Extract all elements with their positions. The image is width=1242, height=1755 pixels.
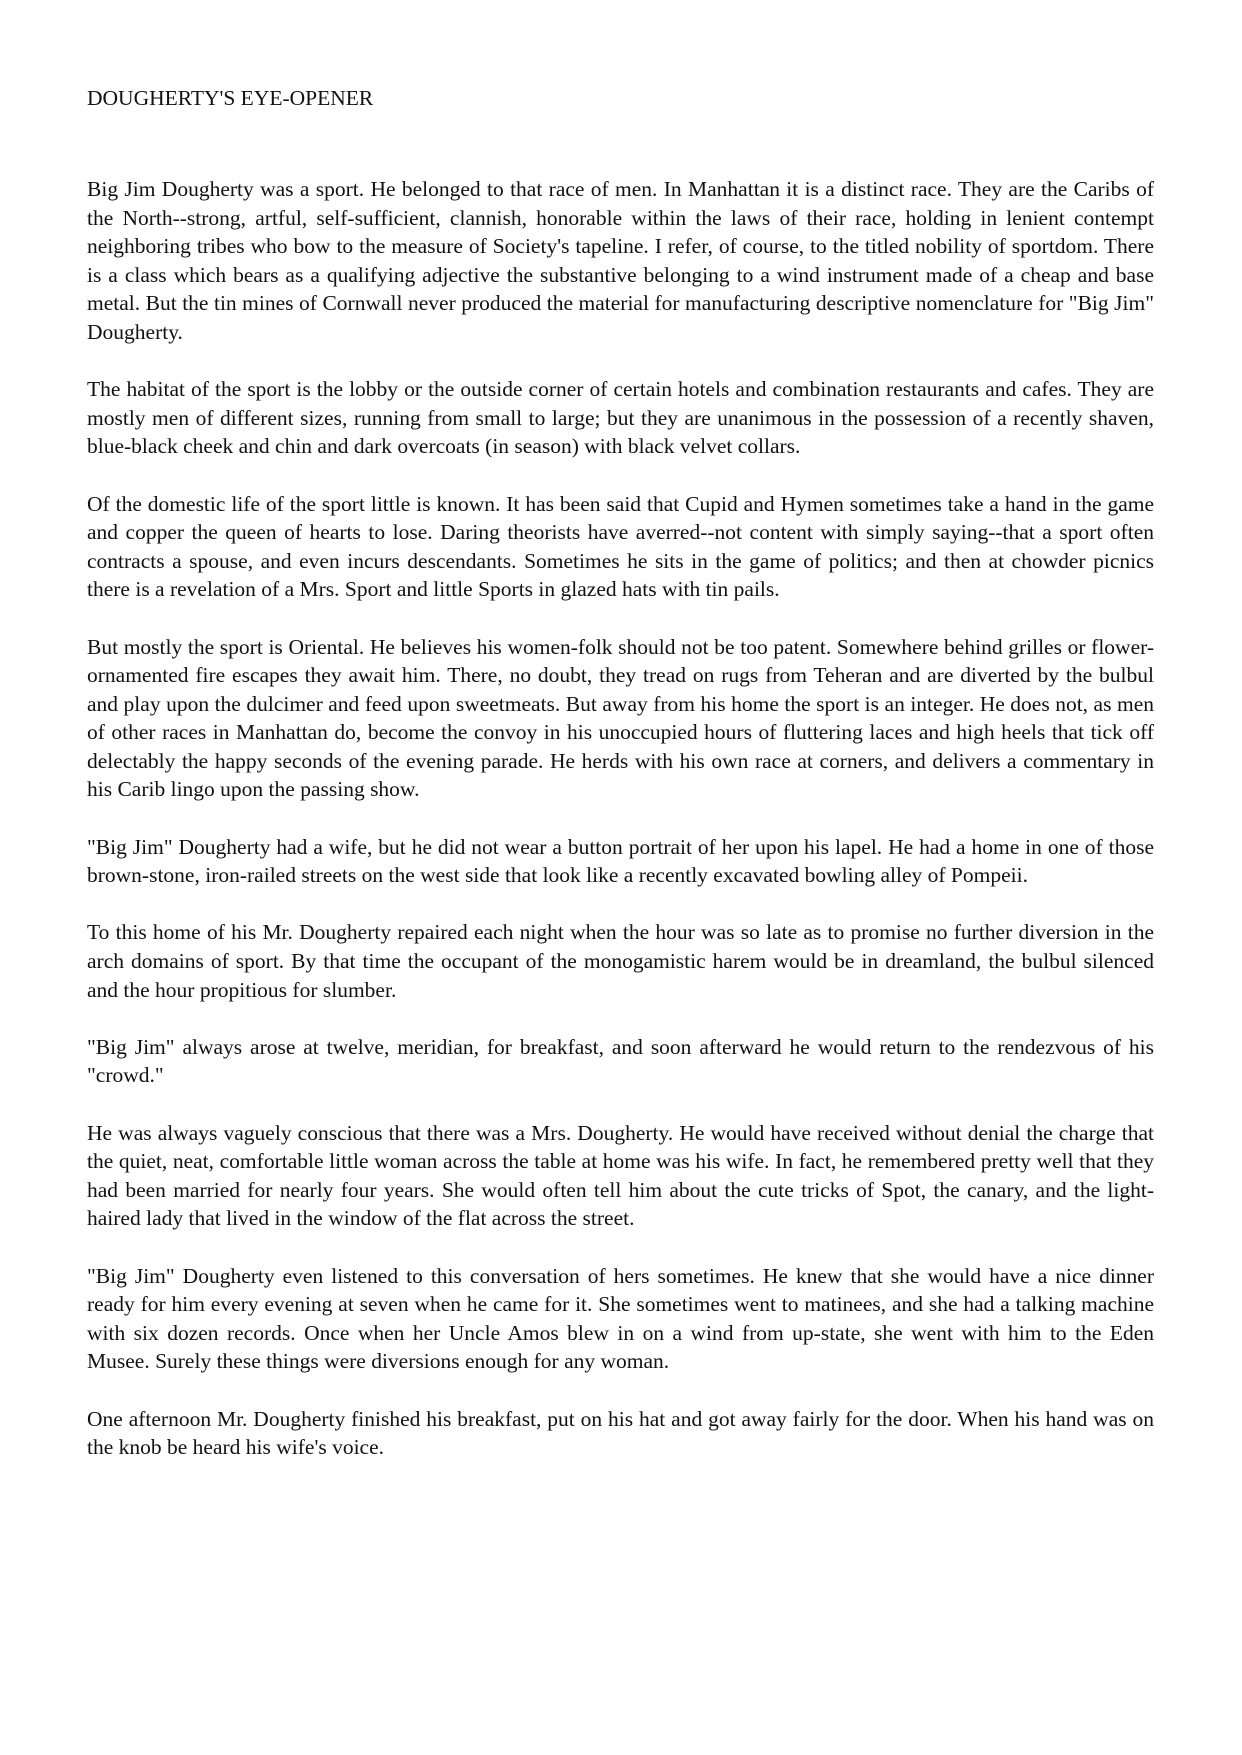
document-body <box>87 175 1154 1462</box>
document-title: DOUGHERTY'S EYE-OPENER <box>87 86 374 110</box>
paragraph-8: He was always vaguely conscious that there was a Mrs. Dougherty. He would have received without denial the charge that the quiet, neat, comfortable little woman across the table at home was his wife. In fact, he remembered pretty well that they had been married for nearly four years. She would often tell him about the cute tricks of Spot, the canary, and the light-haired lady that lived in the window of the flat across the street. <box>87 1120 1154 1231</box>
paragraph-5: "Big Jim" Dougherty had a wife, but he did not wear a button portrait of her upon his lapel. He had a home in one of those brown-stone, iron-railed streets on the west side that look like a recently excavated bowling alley of Pompeii. <box>87 834 1154 888</box>
paragraph-10: One afternoon Mr. Dougherty finished his breakfast, put on his hat and got away fairly for the door. When his hand was on the knob be heard his wife's voice. <box>87 1406 1154 1460</box>
paragraph-3: Of the domestic life of the sport little is known. It has been said that Cupid and Hymen sometimes take a hand in the game and copper the queen of hearts to lose. Daring theorists have averred--not content with simply saying--that a sport often contracts a spouse, and even incurs descendants. Sometimes he sits in the game of politics; and then at chowder picnics there is a revelation of a Mrs. Sport and little Sports in glazed hats with tin pails. <box>87 491 1154 602</box>
paragraph-7: "Big Jim" always arose at twelve, meridian, for breakfast, and soon afterward he would return to the rendezvous of his "crowd." <box>87 1034 1154 1088</box>
paragraph-9: "Big Jim" Dougherty even listened to this conversation of hers sometimes. He knew that she would have a nice dinner ready for him every evening at seven when he came for it. She sometimes went to matinees, and she had a talking machine with six dozen records. Once when her Uncle Amos blew in on a wind from up-state, she went with him to the Eden Musee. Surely these things were diversions enough for any woman. <box>87 1263 1154 1374</box>
document-page <box>87 84 1154 1490</box>
paragraph-2: The habitat of the sport is the lobby or the outside corner of certain hotels and combination restaurants and cafes. They are mostly men of different sizes, running from small to large; but they are unanimous in the possession of a recently shaven, blue-black cheek and chin and dark overcoats (in season) with black velvet collars. <box>87 377 1154 459</box>
paragraph-6: To this home of his Mr. Dougherty repaired each night when the hour was so late as to promise no further diversion in the arch domains of sport. By that time the occupant of the monogamistic harem would be in dreamland, the bulbul silenced and the hour propitious for slumber. <box>87 920 1154 1002</box>
paragraph-4: But mostly the sport is Oriental. He believes his women-folk should not be too patent. Somewhere behind grilles or flower-ornamented fire escapes they await him. There, no doubt, they tread on rugs from Teheran and are diverted by the bulbul and play upon the dulcimer and feed upon sweetmeats. But away from his home the sport is an integer. He does not, as men of other races in Manhattan do, become the convoy in his unoccupied hours of fluttering laces and high heels that tick off delectably the happy seconds of the evening parade. He herds with his own race at corners, and delivers a commentary in his Carib lingo upon the passing show. <box>87 634 1154 802</box>
paragraph-1: Big Jim Dougherty was a sport. He belonged to that race of men. In Manhattan it is a distinct race. They are the Caribs of the North--strong, artful, self-sufficient, clannish, honorable within the laws of their race, holding in lenient contempt neighboring tribes who bow to the measure of Society's tapeline. I refer, of course, to the titled nobility of sportdom. There is a class which bears as a qualifying adjective the substantive belonging to a wind instrument made of a cheap and base metal. But the tin mines of Cornwall never produced the material for manufacturing descriptive nomenclature for "Big Jim" Dougherty. <box>87 177 1154 344</box>
